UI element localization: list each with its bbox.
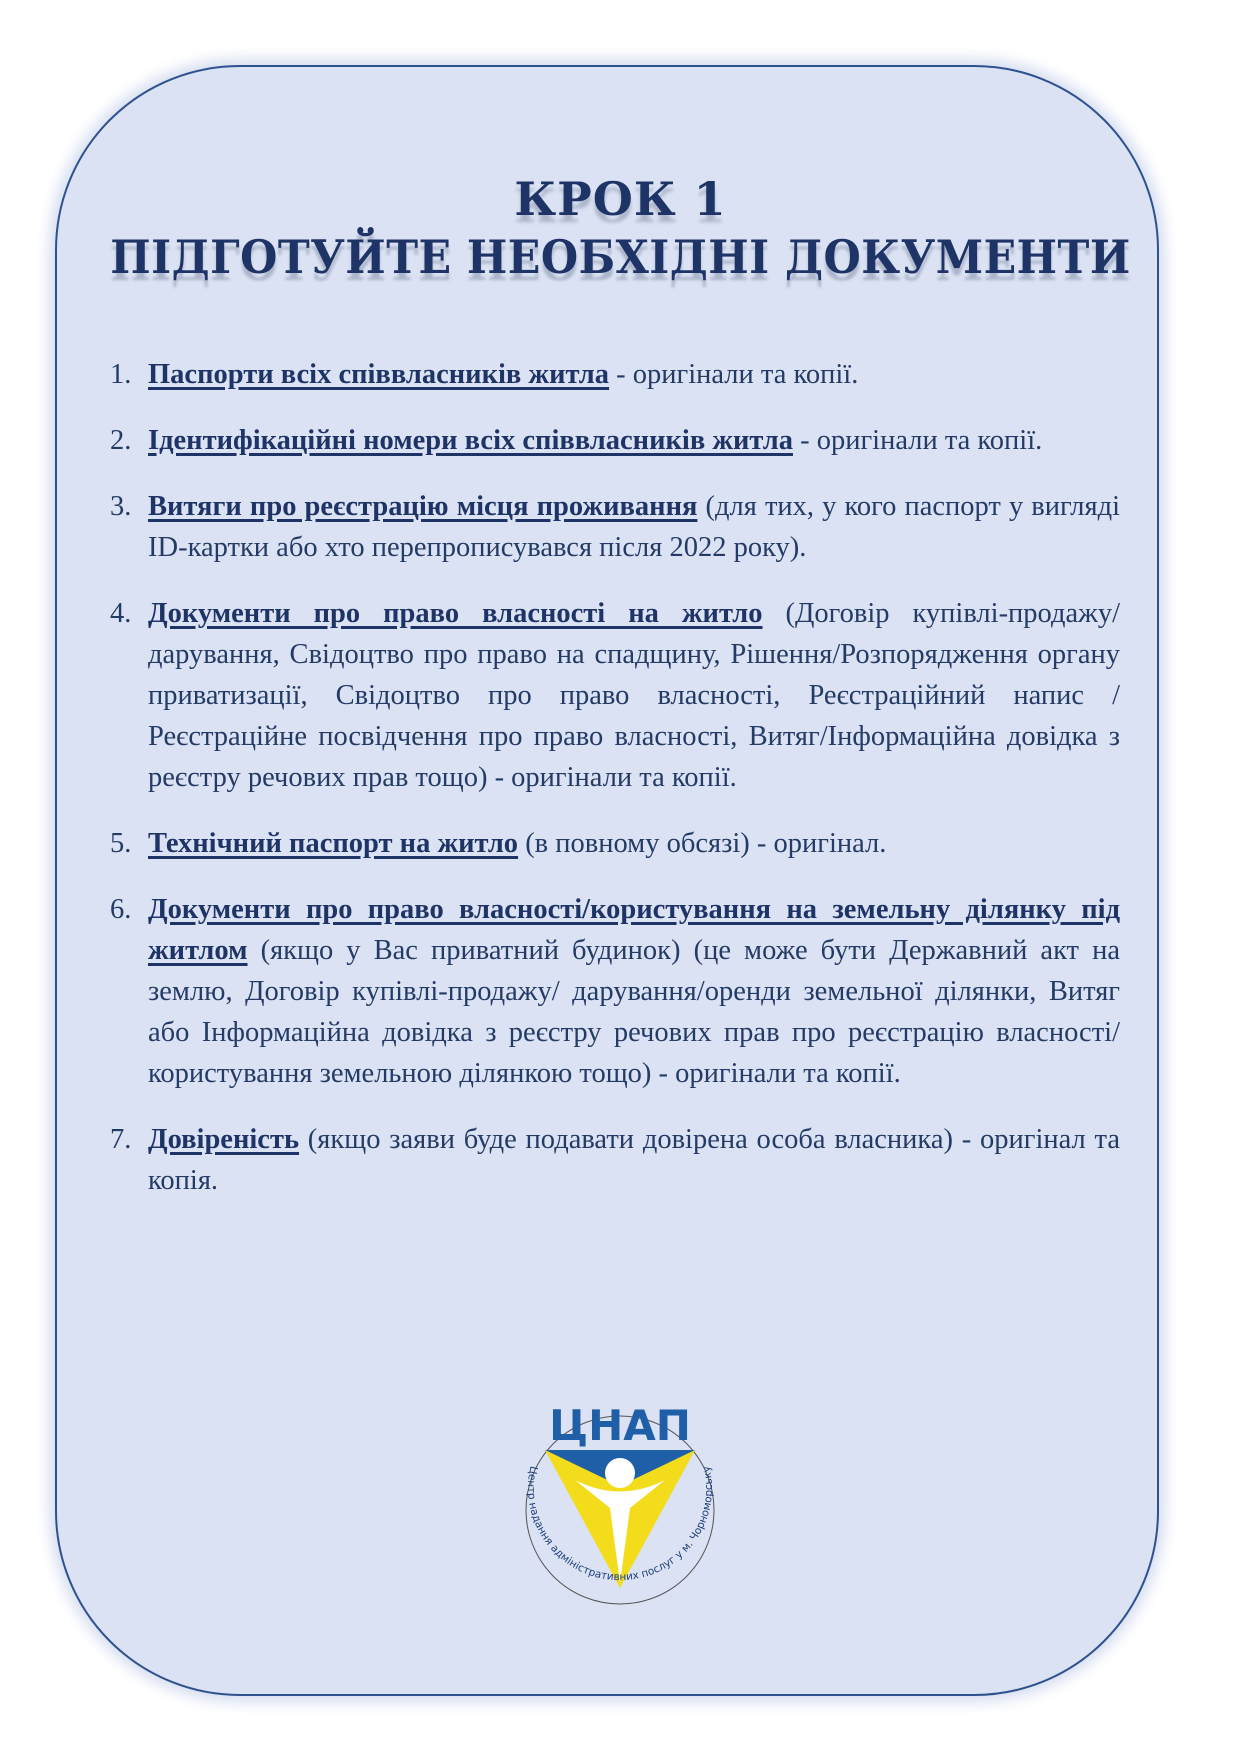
documents-list [110,354,1120,1226]
logo-ring-text: Центр надання адміністративних послуг у м. Чорноморську [524,1464,716,1584]
item-lead: Документи про право власності/користування на земельну ділянку під житлом [148,894,1120,966]
list-item [110,593,1120,798]
item-lead: Ідентифікаційні номери всіх співвласників житла [148,425,793,456]
cnap-logo [505,1398,735,1613]
list-item [110,354,1120,395]
item-number: 7. [110,1124,132,1155]
item-text: (якщо заяви буде подавати довірена особа власника) - оригінал та копія. [148,1124,1120,1196]
item-lead: Довіреність [148,1124,300,1155]
item-text: - оригінали та копії. [792,425,1043,456]
step-title: КРОК 1 [514,172,727,226]
list-item [110,823,1120,864]
item-text: - оригінали та копії. [609,359,859,390]
item-text: (якщо у Вас приватний будинок) (це може бути Державний акт на землю, Договір купівлі-продажу/ дарування/оренди земельної ділянки, Витяг або Інформаційна довідка з реєстру речових прав про реєстрацію власності/користування земельною ділянкою тощо) - оригінали та копії. [148,935,1120,1089]
item-lead: Технічний паспорт на житло [148,828,519,859]
item-number: 3. [110,491,132,522]
item-number: 1. [110,359,132,390]
item-lead: Документи про право власності на житло [148,598,763,629]
item-text: (в повному обсязі) - оригінал. [518,828,887,859]
item-text: (Договір купівлі-продажу/дарування, Свідоцтво про право на спадщину, Рішення/Розпорядження органу приватизації, Свідоцтво про право власності, Реєстраційний напис / Реєстраційне посвідчення про право власності, Витяг/Інформаційна довідка з реєстру речових прав тощо) - оригінали та копії. [148,598,1120,793]
item-lead: Паспорти всіх співвласників житла [148,359,610,390]
item-number: 5. [110,828,132,859]
list-item [110,889,1120,1094]
item-number: 4. [110,598,132,629]
item-lead: Витяги про реєстрацію місця проживання [148,491,698,522]
list-item [110,420,1120,461]
item-number: 6. [110,894,132,925]
page-title: ПІДГОТУЙТЕ НЕОБХІДНІ ДОКУМЕНТИ [110,230,1131,284]
list-item [110,486,1120,568]
list-item [110,1119,1120,1201]
logo-figure-head [605,1458,635,1488]
item-number: 2. [110,425,132,456]
logo-acronym: ЦНАП [549,1401,691,1450]
item-text: (для тих, у кого паспорт у вигляді ID-картки або хто перепрописувався після 2022 року). [148,491,1120,563]
